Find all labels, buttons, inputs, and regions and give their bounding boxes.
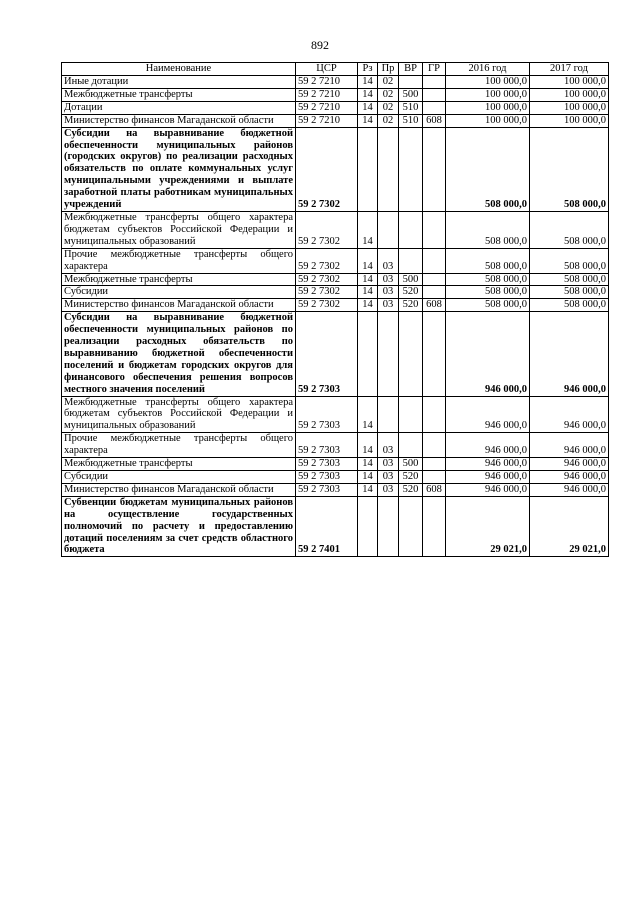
row-pr: 02 [378, 101, 399, 114]
row-gr [423, 76, 446, 89]
row-pr [378, 396, 399, 433]
row-2016: 100 000,0 [446, 114, 530, 127]
table-row [62, 101, 609, 114]
table-row [62, 114, 609, 127]
table-row [62, 496, 609, 557]
row-rz: 14 [358, 88, 378, 101]
row-gr [423, 101, 446, 114]
row-name: Межбюджетные трансферты общего характера бюджетам субъектов Российской Федерации и муниципальных образований [62, 211, 296, 248]
row-pr: 03 [378, 299, 399, 312]
row-name: Межбюджетные трансферты [62, 458, 296, 471]
row-csr: 59 2 7302 [296, 127, 358, 211]
row-2017: 508 000,0 [530, 286, 609, 299]
row-2016: 946 000,0 [446, 312, 530, 396]
header-vr: ВР [399, 63, 423, 76]
table-row [62, 76, 609, 89]
row-rz: 14 [358, 299, 378, 312]
row-pr: 03 [378, 248, 399, 273]
row-csr: 59 2 7302 [296, 211, 358, 248]
row-2016: 508 000,0 [446, 286, 530, 299]
row-2016: 508 000,0 [446, 273, 530, 286]
row-2017: 946 000,0 [530, 433, 609, 458]
table-row [62, 458, 609, 471]
row-2016: 508 000,0 [446, 127, 530, 211]
table-body [62, 76, 609, 557]
row-csr: 59 2 7401 [296, 496, 358, 557]
row-gr: 608 [423, 299, 446, 312]
row-gr [423, 496, 446, 557]
header-2017: 2017 год [530, 63, 609, 76]
row-2017: 508 000,0 [530, 248, 609, 273]
row-vr: 510 [399, 101, 423, 114]
row-2017: 100 000,0 [530, 88, 609, 101]
row-gr [423, 88, 446, 101]
row-rz [358, 496, 378, 557]
table-row [62, 88, 609, 101]
header-rz: Рз [358, 63, 378, 76]
row-rz: 14 [358, 396, 378, 433]
row-2017: 946 000,0 [530, 471, 609, 484]
row-vr: 500 [399, 88, 423, 101]
row-vr: 510 [399, 114, 423, 127]
row-2016: 508 000,0 [446, 299, 530, 312]
row-vr: 500 [399, 273, 423, 286]
row-csr: 59 2 7303 [296, 396, 358, 433]
table-row [62, 211, 609, 248]
row-pr [378, 211, 399, 248]
row-vr [399, 396, 423, 433]
row-csr: 59 2 7303 [296, 312, 358, 396]
row-gr [423, 273, 446, 286]
row-2017: 508 000,0 [530, 211, 609, 248]
row-2017: 29 021,0 [530, 496, 609, 557]
row-vr [399, 76, 423, 89]
table-row [62, 248, 609, 273]
row-pr: 03 [378, 433, 399, 458]
row-2016: 946 000,0 [446, 458, 530, 471]
row-csr: 59 2 7302 [296, 273, 358, 286]
row-vr: 520 [399, 471, 423, 484]
row-rz [358, 312, 378, 396]
row-pr: 02 [378, 88, 399, 101]
table-header-row [62, 63, 609, 76]
row-2016: 100 000,0 [446, 76, 530, 89]
row-rz: 14 [358, 433, 378, 458]
row-2016: 29 021,0 [446, 496, 530, 557]
row-2017: 508 000,0 [530, 299, 609, 312]
row-name: Межбюджетные трансферты [62, 273, 296, 286]
table-row [62, 286, 609, 299]
row-rz: 14 [358, 458, 378, 471]
row-csr: 59 2 7303 [296, 471, 358, 484]
row-pr: 03 [378, 483, 399, 496]
row-pr: 02 [378, 114, 399, 127]
row-name: Министерство финансов Магаданской области [62, 483, 296, 496]
header-name: Наименование [62, 63, 296, 76]
row-gr [423, 471, 446, 484]
row-rz: 14 [358, 76, 378, 89]
row-name: Дотации [62, 101, 296, 114]
page-number: 892 [311, 38, 329, 52]
row-csr: 59 2 7303 [296, 433, 358, 458]
row-name: Субвенции бюджетам муниципальных районов на осуществление государственных полномочий по расчету и предоставлению дотаций поселениям за счет средств областного бюджета [62, 496, 296, 557]
row-vr: 500 [399, 458, 423, 471]
row-gr [423, 211, 446, 248]
table-row [62, 433, 609, 458]
row-name: Субсидии [62, 286, 296, 299]
row-name: Субсидии на выравнивание бюджетной обеспеченности муниципальных районов по реализации расходных обязательств по выравниванию бюджетной обеспеченности поселений и бюджетам городских округов для финансового обеспечения решения вопросов местного значения поселений [62, 312, 296, 396]
row-name: Прочие межбюджетные трансферты общего характера [62, 433, 296, 458]
row-2016: 100 000,0 [446, 88, 530, 101]
row-name: Министерство финансов Магаданской области [62, 299, 296, 312]
row-csr: 59 2 7210 [296, 76, 358, 89]
header-gr: ГР [423, 63, 446, 76]
row-gr [423, 127, 446, 211]
row-pr [378, 496, 399, 557]
row-vr [399, 127, 423, 211]
row-rz: 14 [358, 286, 378, 299]
row-csr: 59 2 7210 [296, 88, 358, 101]
row-2016: 946 000,0 [446, 396, 530, 433]
row-2017: 100 000,0 [530, 101, 609, 114]
header-csr: ЦСР [296, 63, 358, 76]
row-vr: 520 [399, 483, 423, 496]
row-csr: 59 2 7210 [296, 114, 358, 127]
row-gr [423, 396, 446, 433]
row-csr: 59 2 7302 [296, 248, 358, 273]
row-gr [423, 286, 446, 299]
table-row [62, 312, 609, 396]
row-2016: 100 000,0 [446, 101, 530, 114]
row-rz: 14 [358, 211, 378, 248]
header-2016: 2016 год [446, 63, 530, 76]
row-2017: 946 000,0 [530, 396, 609, 433]
row-rz: 14 [358, 483, 378, 496]
row-csr: 59 2 7303 [296, 483, 358, 496]
row-2017: 946 000,0 [530, 312, 609, 396]
table-row [62, 299, 609, 312]
row-pr [378, 312, 399, 396]
row-pr: 03 [378, 471, 399, 484]
row-name: Иные дотации [62, 76, 296, 89]
row-rz: 14 [358, 101, 378, 114]
row-csr: 59 2 7302 [296, 286, 358, 299]
row-2016: 508 000,0 [446, 211, 530, 248]
row-name: Межбюджетные трансферты общего характера бюджетам субъектов Российской Федерации и муниципальных образований [62, 396, 296, 433]
budget-table [61, 62, 609, 557]
row-2017: 946 000,0 [530, 483, 609, 496]
row-vr [399, 248, 423, 273]
row-name: Министерство финансов Магаданской области [62, 114, 296, 127]
table-row [62, 483, 609, 496]
row-vr [399, 312, 423, 396]
row-gr: 608 [423, 483, 446, 496]
row-vr: 520 [399, 286, 423, 299]
row-name: Прочие межбюджетные трансферты общего характера [62, 248, 296, 273]
row-2016: 946 000,0 [446, 471, 530, 484]
row-pr: 02 [378, 76, 399, 89]
row-2016: 946 000,0 [446, 483, 530, 496]
row-csr: 59 2 7303 [296, 458, 358, 471]
row-rz [358, 127, 378, 211]
row-gr: 608 [423, 114, 446, 127]
row-gr [423, 458, 446, 471]
row-rz: 14 [358, 471, 378, 484]
row-name: Субсидии на выравнивание бюджетной обеспеченности муниципальных районов (городских округов) по реализации расходных обязательств по оплате коммунальных услуг муниципальными учреждениями и выплате заработной платы работникам муниципальных учреждений [62, 127, 296, 211]
row-pr: 03 [378, 273, 399, 286]
row-2017: 946 000,0 [530, 458, 609, 471]
row-rz: 14 [358, 248, 378, 273]
row-gr [423, 312, 446, 396]
row-vr [399, 211, 423, 248]
row-rz: 14 [358, 273, 378, 286]
table-row [62, 471, 609, 484]
header-pr: Пр [378, 63, 399, 76]
row-name: Межбюджетные трансферты [62, 88, 296, 101]
row-csr: 59 2 7210 [296, 101, 358, 114]
row-vr [399, 496, 423, 557]
row-vr: 520 [399, 299, 423, 312]
row-2016: 946 000,0 [446, 433, 530, 458]
row-pr: 03 [378, 458, 399, 471]
row-gr [423, 248, 446, 273]
row-pr [378, 127, 399, 211]
table-row [62, 127, 609, 211]
row-2017: 100 000,0 [530, 114, 609, 127]
row-2017: 508 000,0 [530, 273, 609, 286]
row-gr [423, 433, 446, 458]
row-pr: 03 [378, 286, 399, 299]
row-vr [399, 433, 423, 458]
row-2017: 508 000,0 [530, 127, 609, 211]
table-row [62, 273, 609, 286]
row-csr: 59 2 7302 [296, 299, 358, 312]
row-name: Субсидии [62, 471, 296, 484]
table-row [62, 396, 609, 433]
row-2016: 508 000,0 [446, 248, 530, 273]
row-rz: 14 [358, 114, 378, 127]
row-2017: 100 000,0 [530, 76, 609, 89]
